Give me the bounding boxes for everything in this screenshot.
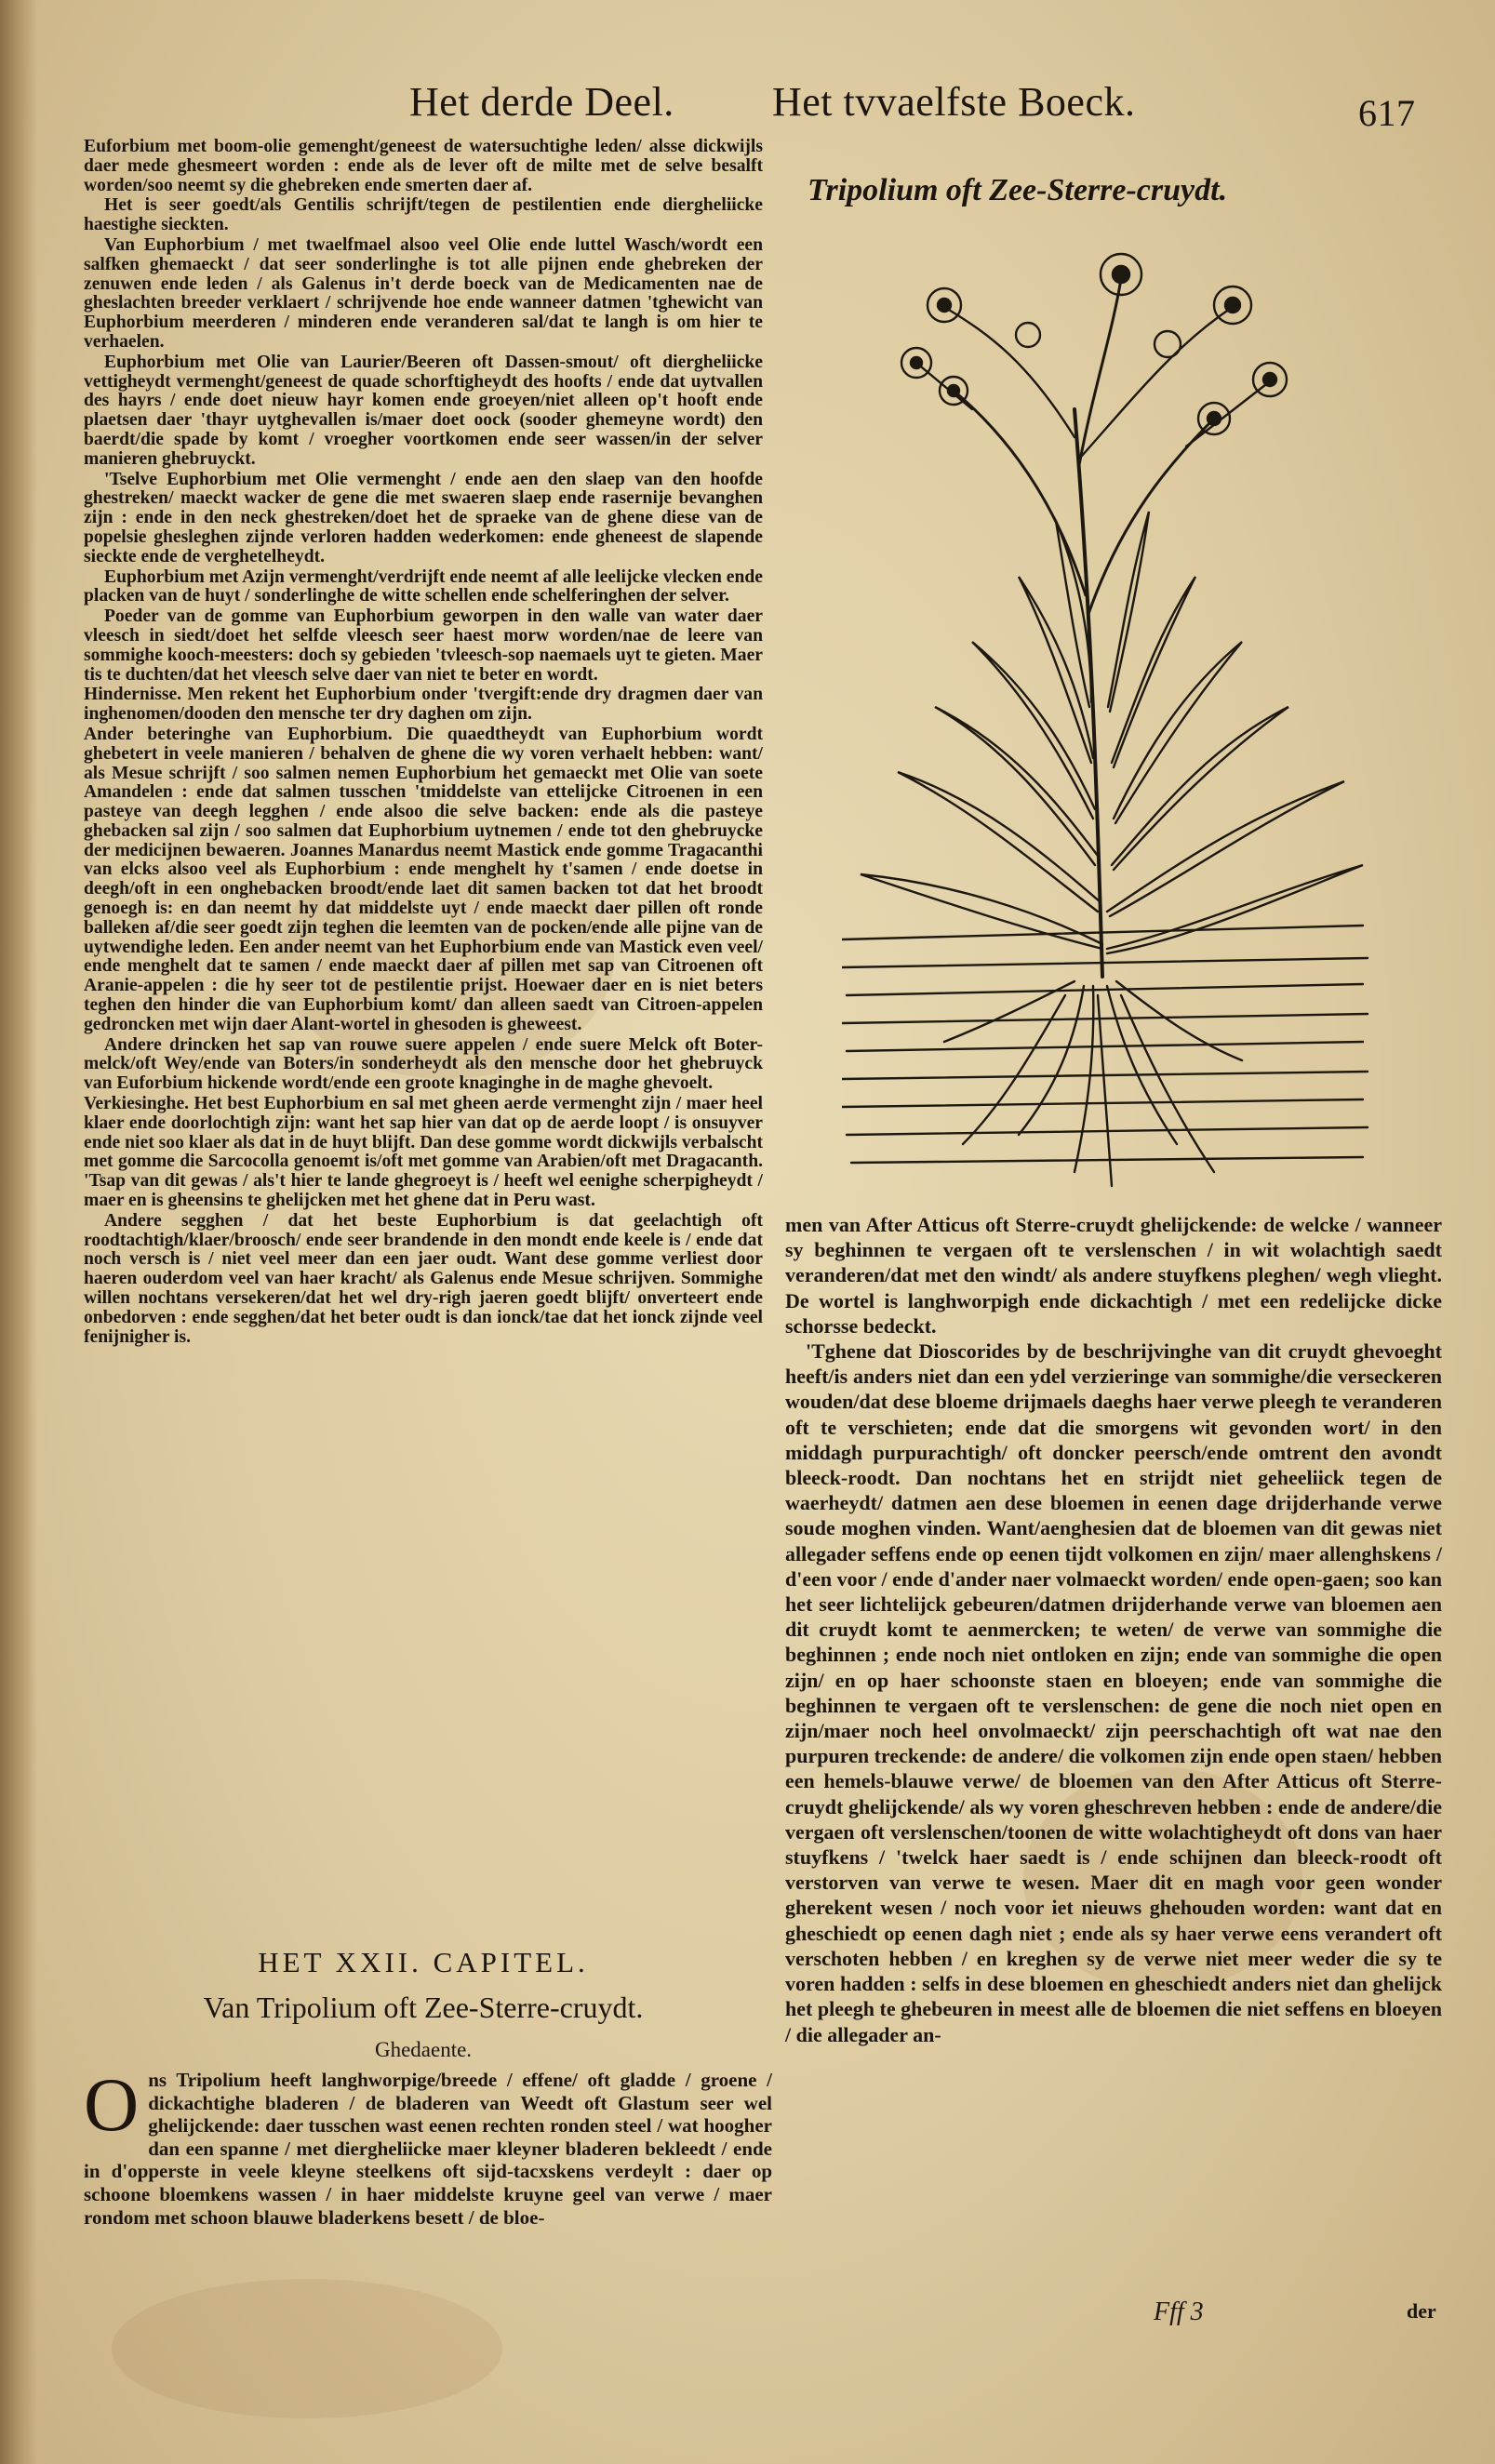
paragraph: Poeder van de gomme van Euphorbium geworpen in den walle van water daer vleesch in siedt/doet het selfde vleesch seer haest morw worden/nae de leere van sommighe kooch-meesters: doch sy gebieden 'tvleesch-sop naemaels uyt te gieten. Maer tis te duchten/dat het vleesch selve daer van niet te beter en wordt. — [84, 606, 763, 685]
paragraph: Ander beteringhe van Euphorbium. Die quaedtheydt van Euphorbium wordt ghebetert in veele manieren / behalven de ghene die wy voren verhaelt hebben: want/ als Mesue schrijft / soo salmen nemen Euphorbium het gemaeckt met Olie van soete Amandelen : ende dat salmen tusschen 'tmiddelste van ettelijcke Citroenen in een pasteye van deegh legghen / ende alsoo die selve backen: ende als die pasteye ghebacken sal zijn / soo salmen dat Euphorbium uytnemen / ende tot den ghebruycke der medicijnen bewaeren. Joannes Manardus neemt Mastick ende gomme Tragacanthi van elcks alsoo veel als Euphorbium : ende menghelt hy t'samen / ende doetse in deegh/oft in een onghebacken broodt/ende laet dit samen backen tot dat het broodt genoegh is: en dan neemt hy dat middelste uyt / ende maeckt daer pillen oft ronde balleken af/die seer goedt zijn teghen die leemten van de pocken/ende alle pijne van de uytwendighe leden. Een ander neemt van het Euphorbium ende van Mastick even veel/ ende menghelt dat te samen / ende maeckt daer af pillen met sap van Citroenen oft Aranie-appelen : die hy seer tot de pestilentie prijst. Hoewaer daer en is niet beters teghen den hinder die van Euphorbium komt/ dan alleen saedt van Citroen-appelen gedroncken met wijn daer Alant-wortel in ghesoden is gheweest. — [84, 724, 763, 1034]
chapter-number: HET XXII. CAPITEL. — [258, 1946, 589, 1978]
paragraph: Verkiesinghe. Het best Euphorbium en sal met gheen aerde vermenght zijn / maer heel klaer ende doorlochtigh zijn: want het sap hier van dat op de aerde loopt / is onsuyver ende niet soo klaer als dat in de huyt blijft. Dan dese gomme wordt dickwijls verbalscht met gomme die Sarcocolla genoemt is/oft met gomme van Arabien/oft met Dragacanth. 'Tsap van dit gewas / als't hier te lande ghegroeyt is / heeft wel eenighe scherpigheydt / maer en is gheensins te ghelijcken met het ghene dat in Peru wast. — [84, 1094, 763, 1211]
paragraph: Van Euphorbium / met twaelfmael alsoo veel Olie ende luttel Wasch/wordt een salfken ghemaeckt / dat seer sonderlinghe is tot alle pijnen ende ghebreken der zenuwen ende leden / als Galenus in't derde boeck van de Medicamenten nae de gheslachten breeder verklaert / schrijvende hoe ende wanneer datmen 'tghewicht van Euphorbium meerderen / minderen ende veranderen sal/dat te langh is om hier te verhaelen. — [84, 234, 763, 352]
chapter-body-text — [84, 2062, 772, 2229]
chapter-paragraph: ns Tripolium heeft langhworpige/breede / effene/ oft gladde / groene / dickachtighe bladeren / de bladeren van Weedt oft Glastum seer wel ghelijckende: daer tusschen wast eenen rechten ronden steel / wat hoogher dan een spanne / met diergheliicke maer kleyner bladeren bekleedt / ende in d'opperste in veele kleyne steelkens oft sijd-tacxskens verdeylt : daer op schoone bloemkens wassen / in haer middelste kruyne geel van verwe / maer rondom met schoon blauwe bladerkens besett / de bloe- — [84, 2069, 772, 2229]
page-number: 617 — [1358, 92, 1416, 134]
chapter-title: Van Tripolium oft Zee-Sterre-cruydt. — [203, 1991, 644, 2024]
section-subheading: Ghedaente. — [374, 2038, 473, 2061]
paper-stain — [112, 2279, 502, 2418]
running-head-left: Het derde Deel. — [409, 79, 674, 125]
paragraph: Het is seer goedt/als Gentilis schrijft/tegen de pestilentien ende diergheliicke haestighe sieckten. — [84, 195, 763, 235]
paragraph: Euforbium met boom-olie gemenght/geneest de watersuchtighe leden/ alsse dickwijls daer mede ghesmeert worden : ende als de lever oft de milte met de selve besalft worden/soo neemt sy die ghebreken ende smerten daer af. — [84, 137, 763, 195]
plant-woodcut-illustration — [842, 223, 1382, 1200]
paragraph: Hindernisse. Men rekent het Euphorbium onder 'tvergift:ende dry dragmen daer van inghenomen/dooden den mensche ter dry daghen om zijn. — [84, 685, 763, 725]
running-head-right: Het tvvaelfste Boeck. — [772, 79, 1136, 125]
chapter-heading — [84, 1946, 763, 2062]
page-spine-shadow — [0, 0, 37, 2464]
paragraph: Andere segghen / dat het beste Euphorbium is dat geelachtigh oft roodtachtigh/klaer/broosch/ ende seer brandende in den mondt ende keele is / ende dat noch versch is / niet veel meer dan een jaer oudt. Want dese gomme verliest door haeren ouderdom veel van haer kracht/ als Galenus ende Mesue schrijven. Sommighe willen nochtans versekeren/dat het wel dry-righ jaeren goedt blijft/ onverteert ende onbedorven : ende segghen/dat het beter oudt is dan ionck/tae dat het ionck zijnde veel fenijnigher is. — [84, 1210, 763, 1347]
drop-capital: O — [84, 2062, 140, 2147]
right-column-text — [785, 1212, 1442, 2047]
paragraph: Andere drincken het sap van rouwe suere appelen / ende suere Melck oft Boter-melck/oft Wey/ende van Boters/in sonderheydt als den mensche door het ghebruyck van Euforbium hickende wordt/ende een groote knaginghe in de maghe ghevoelt. — [84, 1034, 763, 1094]
left-column-text — [84, 138, 763, 1348]
paragraph: men van After Atticus oft Sterre-cruydt ghelijckende: de welcke / wanneer sy beghinnen te vergaen oft te verslenschen / in wit wolachtigh saedt veranderen/dat met den windt/ als andere stuyfkens pleghen/ wegh vlieght. De wortel is langhworpigh ende dickachtigh / met een redelijcke dicke schorsse bedeckt. — [785, 1213, 1442, 1338]
signature-mark: Fff 3 — [1154, 2298, 1204, 2326]
catchword: der — [1407, 2299, 1436, 2323]
paragraph: Euphorbium met Olie van Laurier/Beeren oft Dassen-smout/ oft diergheliicke vettigheydt vermenght/geneest de quade schorftigheydt des hoofts / ende dat uytvallen des hayrs / ende doet nieuw hayr komen ende groeyen/niet alleen op't hooft ende plaetsen daer 'thayr uytghevallen is/maer doet oock (sooder ghemeyne wordt) den baerdt/die spade by komt / vroegher voortkomen ende seer wassen/in der selver manieren ghebruyckt. — [84, 352, 763, 469]
figure-title: Tripolium oft Zee-Sterre-cruydt. — [808, 173, 1228, 207]
paragraph: 'Tghene dat Dioscorides by de beschrijvinghe van dit cruydt ghevoeght heeft/is anders niet dan een ydel verzieringe van sommighe/die verseckeren wouden/dat dese bloeme drijmaels daeghs haer verwe pleegh te veranderen oft te verschieten; ende dat die smorgens wit gevonden wort/ in den middagh purpurachtigh/ oft doncker peersch/ende omtrent den avondt bleeck-roodt. Dan nochtans het en strijdt niet geheeliick tegen de waerheydt/ datmen aen dese bloemen in eenen dage drijderhande verwe soude moghen vinden. Want/aenghesien dat de bloemen van dit gewas niet allegader seffens ende op eenen tijdt volkomen en zijn/ maer allenghskens / d'een voor / ende d'ander naer volmaeckt worden/ ende open-gaen; soo kan het seer lichtelijck gebeuren/datmen drijderhande verwe van bloemen aen dit cruydt komt te aenmercken; te weten/ de verwe van sommighe die beghinnen ; ende noch niet ontloken en zijn; ende van sommighe die open zijn/ en op haer schoonste staen en bloeyen; ende van sommighe die beghinnen te vergaen oft te verslenschen: de gene die noch niet open en zijn/maer noch heel onvolmaeckt/ zijn peerschachtigh oft wat nae den purpuren treckende: de andere/ die volkomen zijn ende open staen/ hebben een hemels-blauwe verwe/ de bloemen van den After Atticus oft Sterre-cruydt ghelijckende/ als wy voren gheschreven hebben : ende de andere/die vergaen oft verslenschen/toonen de witte wolachtigheydt oft dons van haer stuyfkens / 'twelck haer saedt is / ende schijnen dan bleeck-roodt oft verstorven van verwe te wesen. Maer dit en magh voor geen wonder gherekent wesen / noch voor iet nieuws ghehouden worden: want dat en gheschiedt op eenen dagh niet ; ende als sy haer verwe eens verandert oft verschoten hebben / en kreghen sy de verwe niet meer weder die sy te voren hadden : selfs in dese bloemen en gheschiedt anders niet dan ghelijck het pleegh te ghebeuren in meest alle de bloemen die niet seffens en bloeyen / die allegader an- — [785, 1339, 1442, 2046]
paragraph: Euphorbium met Azijn vermenght/verdrijft ende neemt af alle leelijcke vlecken ende placken van de huyt / sonderlinghe de witte schellen ende schelferinghen der selver. — [84, 566, 763, 606]
paragraph: 'Tselve Euphorbium met Olie vermenght / ende aen den slaep van den hoofde ghestreken/ maeckt wacker de gene die met swaeren slaep ende rasernije bevanghen zijn : ende in den neck ghestreken/doet het de spraeke van de ghene diese van de popelsie ghesleghen zijnde verloren hadden wederkomen: ende gheneest de slapende sieckte ende de verghetelheydt. — [84, 469, 763, 566]
